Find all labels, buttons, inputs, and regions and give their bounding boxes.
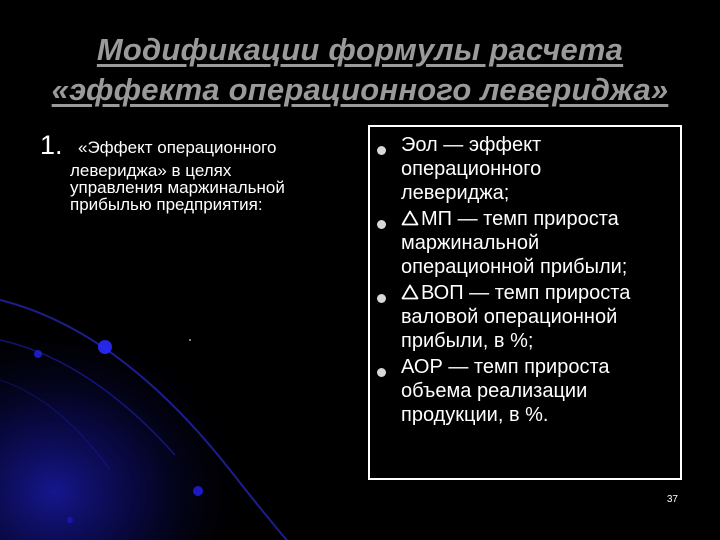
- slide-title: [20, 30, 700, 110]
- item-text-rest: [70, 162, 370, 213]
- bullet-line: продукции, в %.: [401, 404, 549, 426]
- glow-dot: [34, 350, 42, 358]
- item-text-line-3: управления маржинальной: [70, 178, 285, 197]
- bullet-text: [401, 355, 610, 427]
- bullet-line: валовой операционной: [401, 306, 618, 328]
- glow-dot: [98, 340, 112, 354]
- item-text-line-2: левериджа» в целях: [70, 161, 232, 180]
- bullet-list: [370, 127, 680, 478]
- glow-dot: [193, 486, 203, 496]
- bullet-line: МП — темп прироста: [421, 208, 619, 230]
- item-text-line-1: «Эффект операционного: [78, 138, 277, 157]
- glow-dot: [67, 517, 73, 523]
- bullet-line: объема реализации: [401, 380, 588, 402]
- bullet-text: [401, 281, 630, 353]
- bullet-line: операционного: [401, 158, 542, 180]
- definitions-box: [368, 125, 682, 480]
- glow-dot: [189, 339, 191, 341]
- delta-triangle-icon: [401, 284, 419, 300]
- bullet-line: левериджа;: [401, 182, 510, 204]
- bullet-text: [401, 207, 627, 279]
- bullet-dot-icon: [377, 220, 386, 229]
- bullet-line: операционной прибыли;: [401, 256, 628, 278]
- bullet-line: Эол — эффект: [401, 134, 542, 156]
- bullet-dot-icon: [377, 146, 386, 155]
- bullet-dot-icon: [377, 294, 386, 303]
- bullet-line: прибыли, в %;: [401, 330, 534, 352]
- delta-triangle-icon: [401, 210, 419, 226]
- title-line-2: «эффекта операционного левериджа»: [51, 72, 669, 107]
- bullet-line: маржинальной: [401, 232, 540, 254]
- item-text-line-4: прибылью предприятия:: [70, 195, 263, 214]
- page-number: 37: [666, 494, 678, 505]
- bullet-dot-icon: [377, 368, 386, 377]
- title-line-1: Модификации формулы расчета: [96, 32, 624, 67]
- bullet-text: [401, 133, 541, 205]
- bullet-line: ВОП — темп прироста: [421, 282, 631, 304]
- bullet-line: АОР — темп прироста: [401, 356, 610, 378]
- item-number: 1.: [40, 130, 63, 160]
